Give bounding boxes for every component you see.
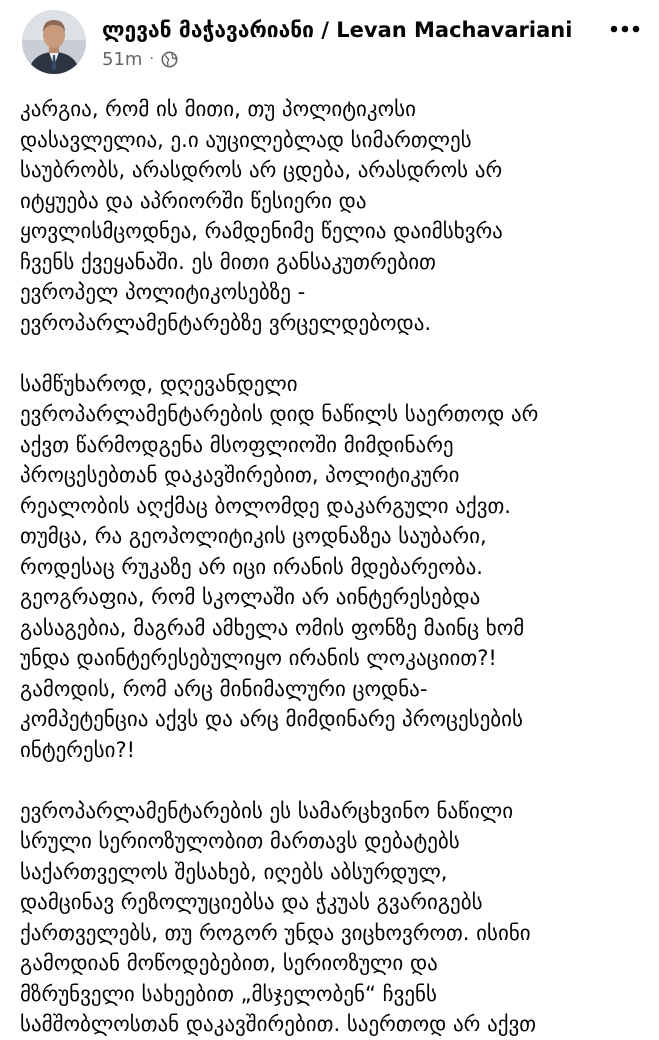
post-line: გეოგრაფია, რომ სკოლაში არ აინტერესებდა: [20, 585, 481, 609]
post-line: თუმცა, რა გეოპოლიტიკის ცოდნაზეა საუბარი,: [20, 524, 487, 548]
meta-separator: ·: [149, 51, 154, 67]
post-line: აქვთ წარმოდგენა მსოფლიოში მიმდინარე: [20, 432, 454, 457]
post-line: კომპეტენცია აქვს და არც მიმდინარე პროცესების: [20, 707, 523, 731]
post-header: [0, 0, 659, 80]
post-line: პროცესებთან დაკავშირებით, პოლიტიკური: [20, 463, 460, 487]
post-line: სამწუხაროდ, დღევანდელი: [20, 371, 298, 396]
post-line: გამოდიან მოწოდებებით, სერიოზული და: [20, 951, 438, 975]
post-line: ევროპარლამენტარებზე ვრცელდებოდა.: [20, 310, 432, 335]
post-line: ყოვლისმცოდნეა, რამდენიმე წელია დაიმსხვრა: [20, 219, 503, 243]
post-time[interactable]: 51m: [102, 48, 143, 70]
author-avatar[interactable]: [22, 10, 86, 74]
post-line: გამოდის, რომ არც მინიმალური ცოდნა-: [20, 676, 428, 701]
post-line: მზრუნველი სახეებით „მსჯელობენ“ ჩვენს: [20, 981, 437, 1006]
post-line: როდესაც რუკაზე არ იცი ირანის მდებარეობა.: [20, 554, 483, 579]
profile-photo: [22, 10, 86, 74]
post-line: რეალობის აღქმაც ბოლომდე დაკარგული აქვთ.: [20, 493, 511, 518]
globe-icon[interactable]: [161, 51, 178, 68]
post-body: [20, 94, 650, 1040]
post-line: ჩვენს ქვეყანაში. ეს მითი განსაკუთრებით: [20, 249, 436, 274]
author-name[interactable]: ლევან მაჭავარიანი / Levan Machavariani: [102, 18, 573, 42]
post-line: საქართველოს შესახებ, იღებს აბსურდულ,: [20, 859, 448, 884]
more-options-button[interactable]: [604, 14, 646, 44]
post-line: სამშობლოსთან დაკავშირებით. საერთოდ არ აქვთ: [20, 1012, 537, 1036]
post-meta: [102, 47, 178, 71]
post-line: სრული სერიოზულობით მართავს დებატებს: [20, 829, 460, 853]
post-line: დამცინავ რეზოლუციებსა და ჭკუას გვარიგებს: [20, 890, 483, 914]
post-line: ევროპარლამენტარების ეს სამარცხვინო ნაწილი: [20, 798, 514, 823]
post-line: ინტერესი?!: [20, 737, 136, 762]
post-line: უნდა დაინტერესებულიყო ირანის ლოკაციით?!: [20, 646, 497, 670]
post-line: საუბრობს, არასდროს არ ცდება, არასდროს არ: [20, 158, 503, 182]
post-line: ევროპარლამენტარების დიდ ნაწილს საერთოდ არ: [20, 402, 539, 426]
more-options-icon: [610, 25, 640, 33]
post-line: დასავლელია, ე.ი აუცილებლად სიმართლეს: [20, 127, 472, 152]
post-line: ქართველებს, თუ როგორ უნდა ვიცხოვროთ. ისინი: [20, 920, 531, 945]
post-line: იტყუება და აპრიორში წესიერი და: [20, 188, 367, 213]
post-line: ევროპელ პოლიტიკოსებზე -: [20, 280, 306, 304]
post-line: კარგია, რომ ის მითი, თუ პოლიტიკოსი: [20, 97, 416, 121]
post-line: გასაგებია, მაგრამ ამხელა ომის ფონზე მაინც ხომ: [20, 615, 525, 640]
